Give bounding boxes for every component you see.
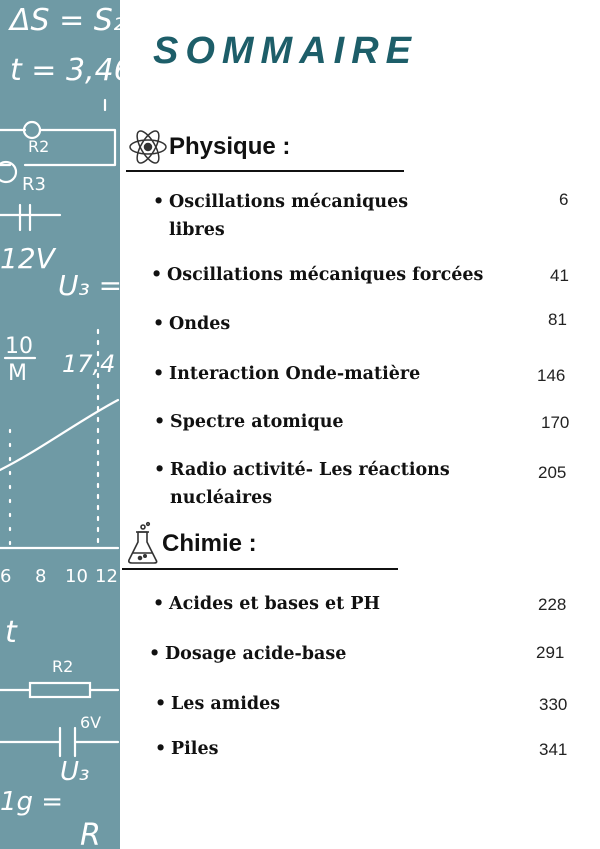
decorative-sidebar (0, 0, 133, 849)
sidebar-note: t (5, 615, 17, 650)
sidebar-note: 1g = (0, 787, 64, 817)
entry-title: Dosage acide-base (165, 644, 347, 664)
page-number: 146 (537, 366, 566, 385)
chalkboard-sketch (0, 0, 133, 849)
toc-entry-4[interactable]: • Interaction Onde-matière (153, 360, 469, 388)
page-number: 291 (536, 643, 565, 662)
toc-entry-10[interactable]: • Piles (155, 735, 421, 763)
sidebar-note: ΔS = S₂ (10, 3, 125, 38)
sidebar-note: R3 (22, 174, 46, 195)
flask-icon (126, 522, 160, 566)
sidebar-note: 12V (0, 242, 55, 275)
sidebar-note: R2 (28, 137, 50, 156)
entry-title: Ondes (169, 314, 231, 334)
page-title: SOMMAIRE (153, 30, 418, 72)
entry-title: Oscillations mécaniques forcées (167, 265, 484, 285)
entry-title: Piles (171, 739, 219, 759)
toc-entry-3[interactable]: • Ondes (153, 310, 419, 338)
toc-entry-1[interactable]: • Oscillations mécaniques libres (153, 188, 419, 244)
page-number: 170 (541, 413, 570, 432)
page-number: 228 (538, 595, 567, 614)
entry-title: Oscillations mécaniques libres (169, 192, 409, 240)
page-number: 81 (548, 310, 567, 329)
sidebar-note: U₃ (60, 757, 90, 787)
sidebar-note: U₃ = (58, 269, 123, 302)
sidebar-note: 6V (80, 713, 102, 732)
sidebar-note: R (80, 818, 101, 849)
toc-entry-5[interactable]: • Spectre atomique (154, 408, 420, 436)
section-divider (122, 568, 398, 570)
page-number: 341 (539, 740, 568, 759)
section-title: Physique : (169, 133, 291, 160)
section-title: Chimie : (162, 530, 257, 557)
section-divider (126, 170, 404, 172)
entry-title: Radio activité- Les réactions nucléaires (170, 460, 450, 508)
toc-entry-6[interactable]: • Radio activité- Les réactions nucléaires (154, 456, 460, 512)
sidebar-note: R2 (52, 657, 74, 676)
entry-title: Les amides (171, 694, 281, 714)
sidebar-note: 17,4 (62, 350, 116, 378)
sidebar-note: 10 (65, 566, 88, 587)
page-number: 6 (559, 190, 569, 209)
toc-entry-9[interactable]: • Les amides (155, 690, 421, 718)
page-number: 205 (538, 463, 567, 482)
sidebar-note: 8 (35, 566, 47, 587)
sidebar-note: 6 (0, 566, 12, 587)
section-chimie (126, 522, 257, 566)
atom-icon (127, 127, 169, 167)
toc-entry-8[interactable]: • Dosage acide-base (149, 640, 465, 668)
page-number: 41 (550, 266, 569, 285)
toc-entry-7[interactable]: • Acides et bases et PH (153, 590, 469, 618)
entry-title: Acides et bases et PH (169, 594, 381, 614)
sidebar-note: t = 3,46 (10, 53, 133, 88)
entry-title: Interaction Onde-matière (169, 364, 421, 384)
sidebar-note: 10 (5, 334, 33, 359)
page-number: 330 (539, 695, 568, 714)
sidebar-note: 12 (95, 566, 118, 587)
sidebar-note: M (8, 361, 27, 386)
toc-entry-2[interactable]: • Oscillations mécaniques forcées (151, 261, 487, 289)
section-physique (127, 127, 290, 167)
entry-title: Spectre atomique (170, 412, 344, 432)
